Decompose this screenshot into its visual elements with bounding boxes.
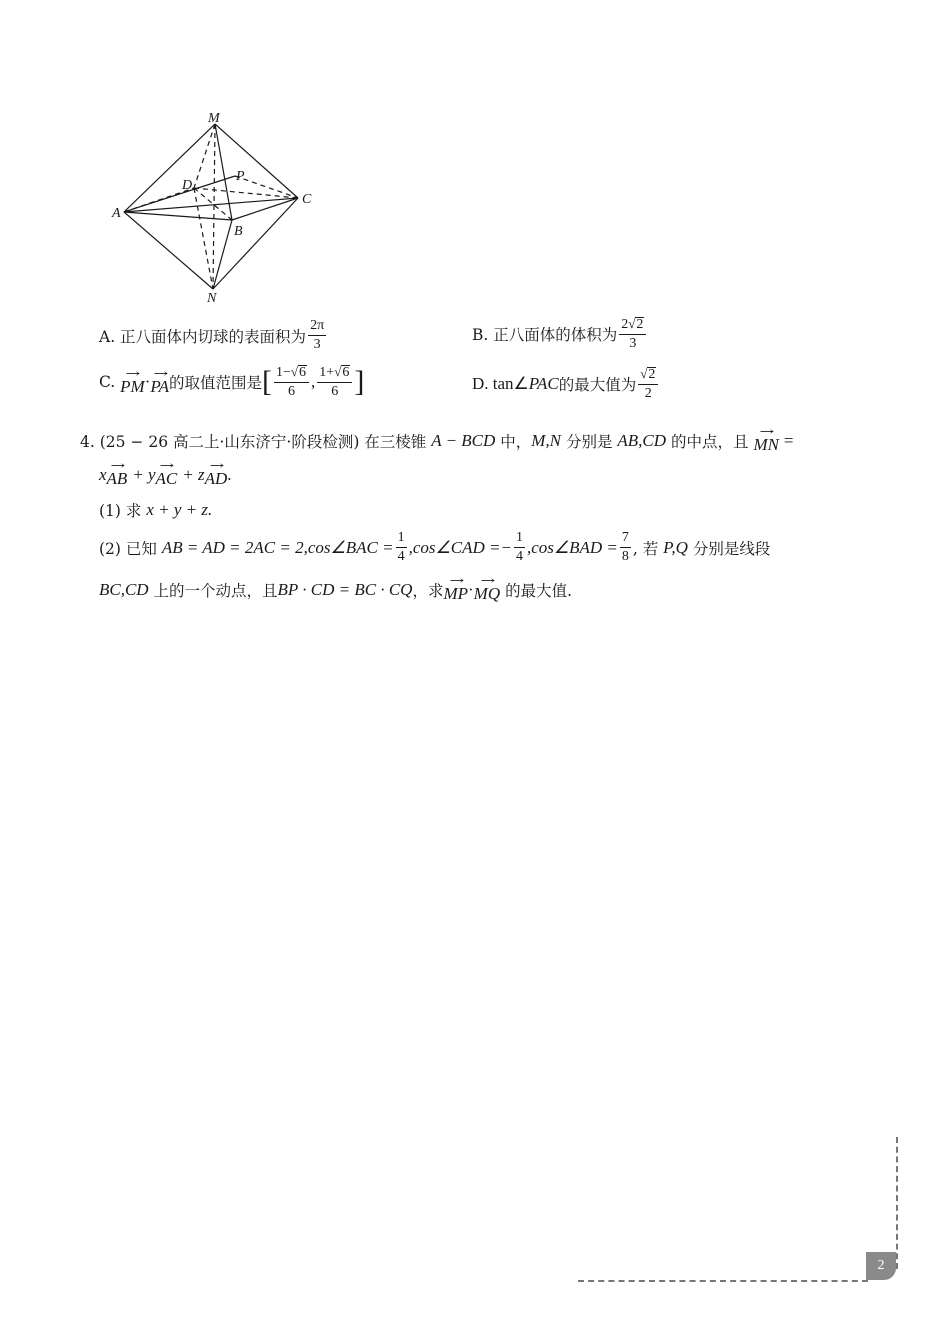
fraction-den: 4 [515, 549, 523, 564]
option-a-num: 2π [308, 318, 326, 336]
q4-line-2 [99, 459, 232, 488]
q4-part-1 [99, 499, 212, 521]
sqrt-symbol: √ 2 [628, 316, 644, 332]
option-d-label: D. tan∠ [472, 374, 529, 393]
option-a-fraction [308, 318, 326, 353]
option-c-f2-num: 1+ [319, 365, 335, 380]
var-x: x [99, 464, 107, 484]
q4-line-1 [80, 425, 794, 454]
vector-MQ: → MQ [473, 574, 501, 603]
left-bracket: [ [261, 365, 272, 398]
fraction-num: 1 [396, 530, 407, 548]
edge-DC [194, 188, 298, 198]
option-c-f2-radicand: 6 [342, 365, 350, 380]
option-c-fraction-1 [274, 364, 309, 400]
q4-text: 的中点，且 [670, 432, 749, 451]
edge-MC [215, 124, 298, 198]
option-c-f1-den: 6 [288, 384, 295, 399]
q4-text: 中， [500, 432, 532, 451]
option-a-text: A. 正八面体内切球的表面积为 [99, 327, 307, 346]
q4-part-1-expr: x + y + z. [146, 500, 213, 519]
page-number: 2 [866, 1252, 896, 1280]
q4-part-1-label: (1) 求 [99, 502, 142, 520]
q4-header: 4. (25 − 26 高二上·山东济宁·阶段检测) 在三棱锥 [80, 432, 427, 451]
dashed-border-horizontal [578, 1280, 868, 1282]
fraction-7-8 [620, 530, 631, 565]
option-b-radicand: 2 [636, 317, 644, 332]
segment-AP [124, 176, 235, 212]
right-bracket: ] [354, 365, 365, 398]
cos-bac: cos∠BAC = [307, 537, 394, 557]
q4-points-mn: M,N [531, 430, 562, 450]
q4-segments: AB,CD [617, 430, 667, 450]
dot-operator: · [468, 579, 474, 599]
fraction-num: 7 [620, 530, 631, 548]
vector-AD: → AD [204, 459, 228, 488]
option-c [99, 364, 364, 400]
sqrt-symbol: √ 6 [334, 364, 350, 380]
q4-text: , 若 [632, 539, 659, 558]
label-N: N [207, 291, 217, 304]
fraction-den: 4 [397, 549, 405, 564]
q4-lengths: AB = AD = 2AC = 2, [161, 537, 308, 557]
label-D: D [182, 178, 193, 193]
option-b-fraction [619, 316, 646, 352]
option-c-f1-radicand: 6 [299, 365, 307, 380]
axis-MN [213, 124, 215, 289]
plus-y: + y [132, 464, 156, 484]
q4-line-4 [99, 574, 572, 603]
option-d-text: 的最大值为 [558, 376, 637, 394]
option-d-angle: PAC [528, 374, 559, 393]
q4-text: 的最大值. [505, 581, 572, 600]
edge-MB [215, 124, 232, 220]
fraction-1-4-neg [514, 530, 525, 565]
cos-cad: ,cos∠CAD =− [408, 537, 512, 557]
edge-MA [124, 124, 215, 212]
option-c-fraction-2 [317, 364, 352, 400]
fraction-num: 1 [514, 530, 525, 548]
sqrt-symbol: √ 2 [640, 366, 656, 382]
label-M: M [208, 111, 220, 126]
option-d-den: 2 [644, 386, 652, 401]
edge-DN [194, 188, 213, 289]
vector-MP: → MP [443, 574, 468, 603]
option-c-f1-num: 1− [275, 365, 291, 380]
segments-bc-cd: BC,CD [99, 579, 149, 599]
edge-AN [124, 212, 213, 289]
option-c-text: 的取值范围是 [168, 374, 262, 392]
q4-text: 上的一个动点，且 [153, 581, 278, 600]
option-c-label: C. [99, 373, 116, 391]
label-B: B [234, 224, 243, 239]
option-b-text: B. 正八面体的体积为 [472, 326, 618, 344]
octahedron-figure [108, 104, 328, 304]
label-C: C [302, 192, 312, 207]
option-b-den: 3 [629, 336, 637, 351]
dashed-border-vertical [896, 1137, 898, 1269]
q4-text: 分别是线段 [692, 539, 771, 558]
sqrt-symbol: √ 6 [290, 364, 307, 380]
equals-sign: = [783, 430, 794, 450]
vector-AB: → AB [106, 459, 128, 488]
label-A: A [112, 206, 121, 221]
label-P: P [236, 169, 245, 184]
option-a-den: 3 [313, 337, 321, 352]
plus-z: + z [182, 464, 205, 484]
option-c-f2-den: 6 [331, 384, 339, 399]
period: . [227, 464, 232, 484]
vector-MN: → MN [753, 425, 779, 454]
option-d [472, 366, 660, 402]
q4-text: 分别是 [565, 432, 613, 451]
segment-AC [124, 198, 298, 212]
comma: , [311, 372, 316, 391]
option-d-radicand: 2 [648, 367, 656, 382]
q4-part-2-label: (2) 已知 [99, 539, 157, 558]
q4-text: ，求 [412, 581, 444, 600]
octahedron-diagram [108, 104, 328, 304]
vector-PA: → PA [150, 366, 169, 396]
vector-PM: → PM [120, 366, 145, 396]
condition-expr: BP · CD = BC · CQ [277, 579, 413, 599]
cos-bad: ,cos∠BAD = [526, 537, 618, 557]
option-b [472, 316, 648, 352]
option-d-fraction [638, 366, 658, 402]
option-b-num [619, 316, 646, 335]
dot-operator: · [144, 372, 151, 391]
points-pq: P,Q [663, 537, 688, 557]
edge-AB [124, 212, 232, 220]
q4-pyramid: A − BCD [431, 430, 496, 450]
q4-part-2 [99, 530, 770, 565]
option-b-coef: 2 [621, 317, 629, 332]
fraction-1-4 [396, 530, 407, 565]
vector-AC: → AC [155, 459, 178, 488]
option-a [99, 318, 328, 353]
fraction-den: 8 [621, 549, 629, 564]
